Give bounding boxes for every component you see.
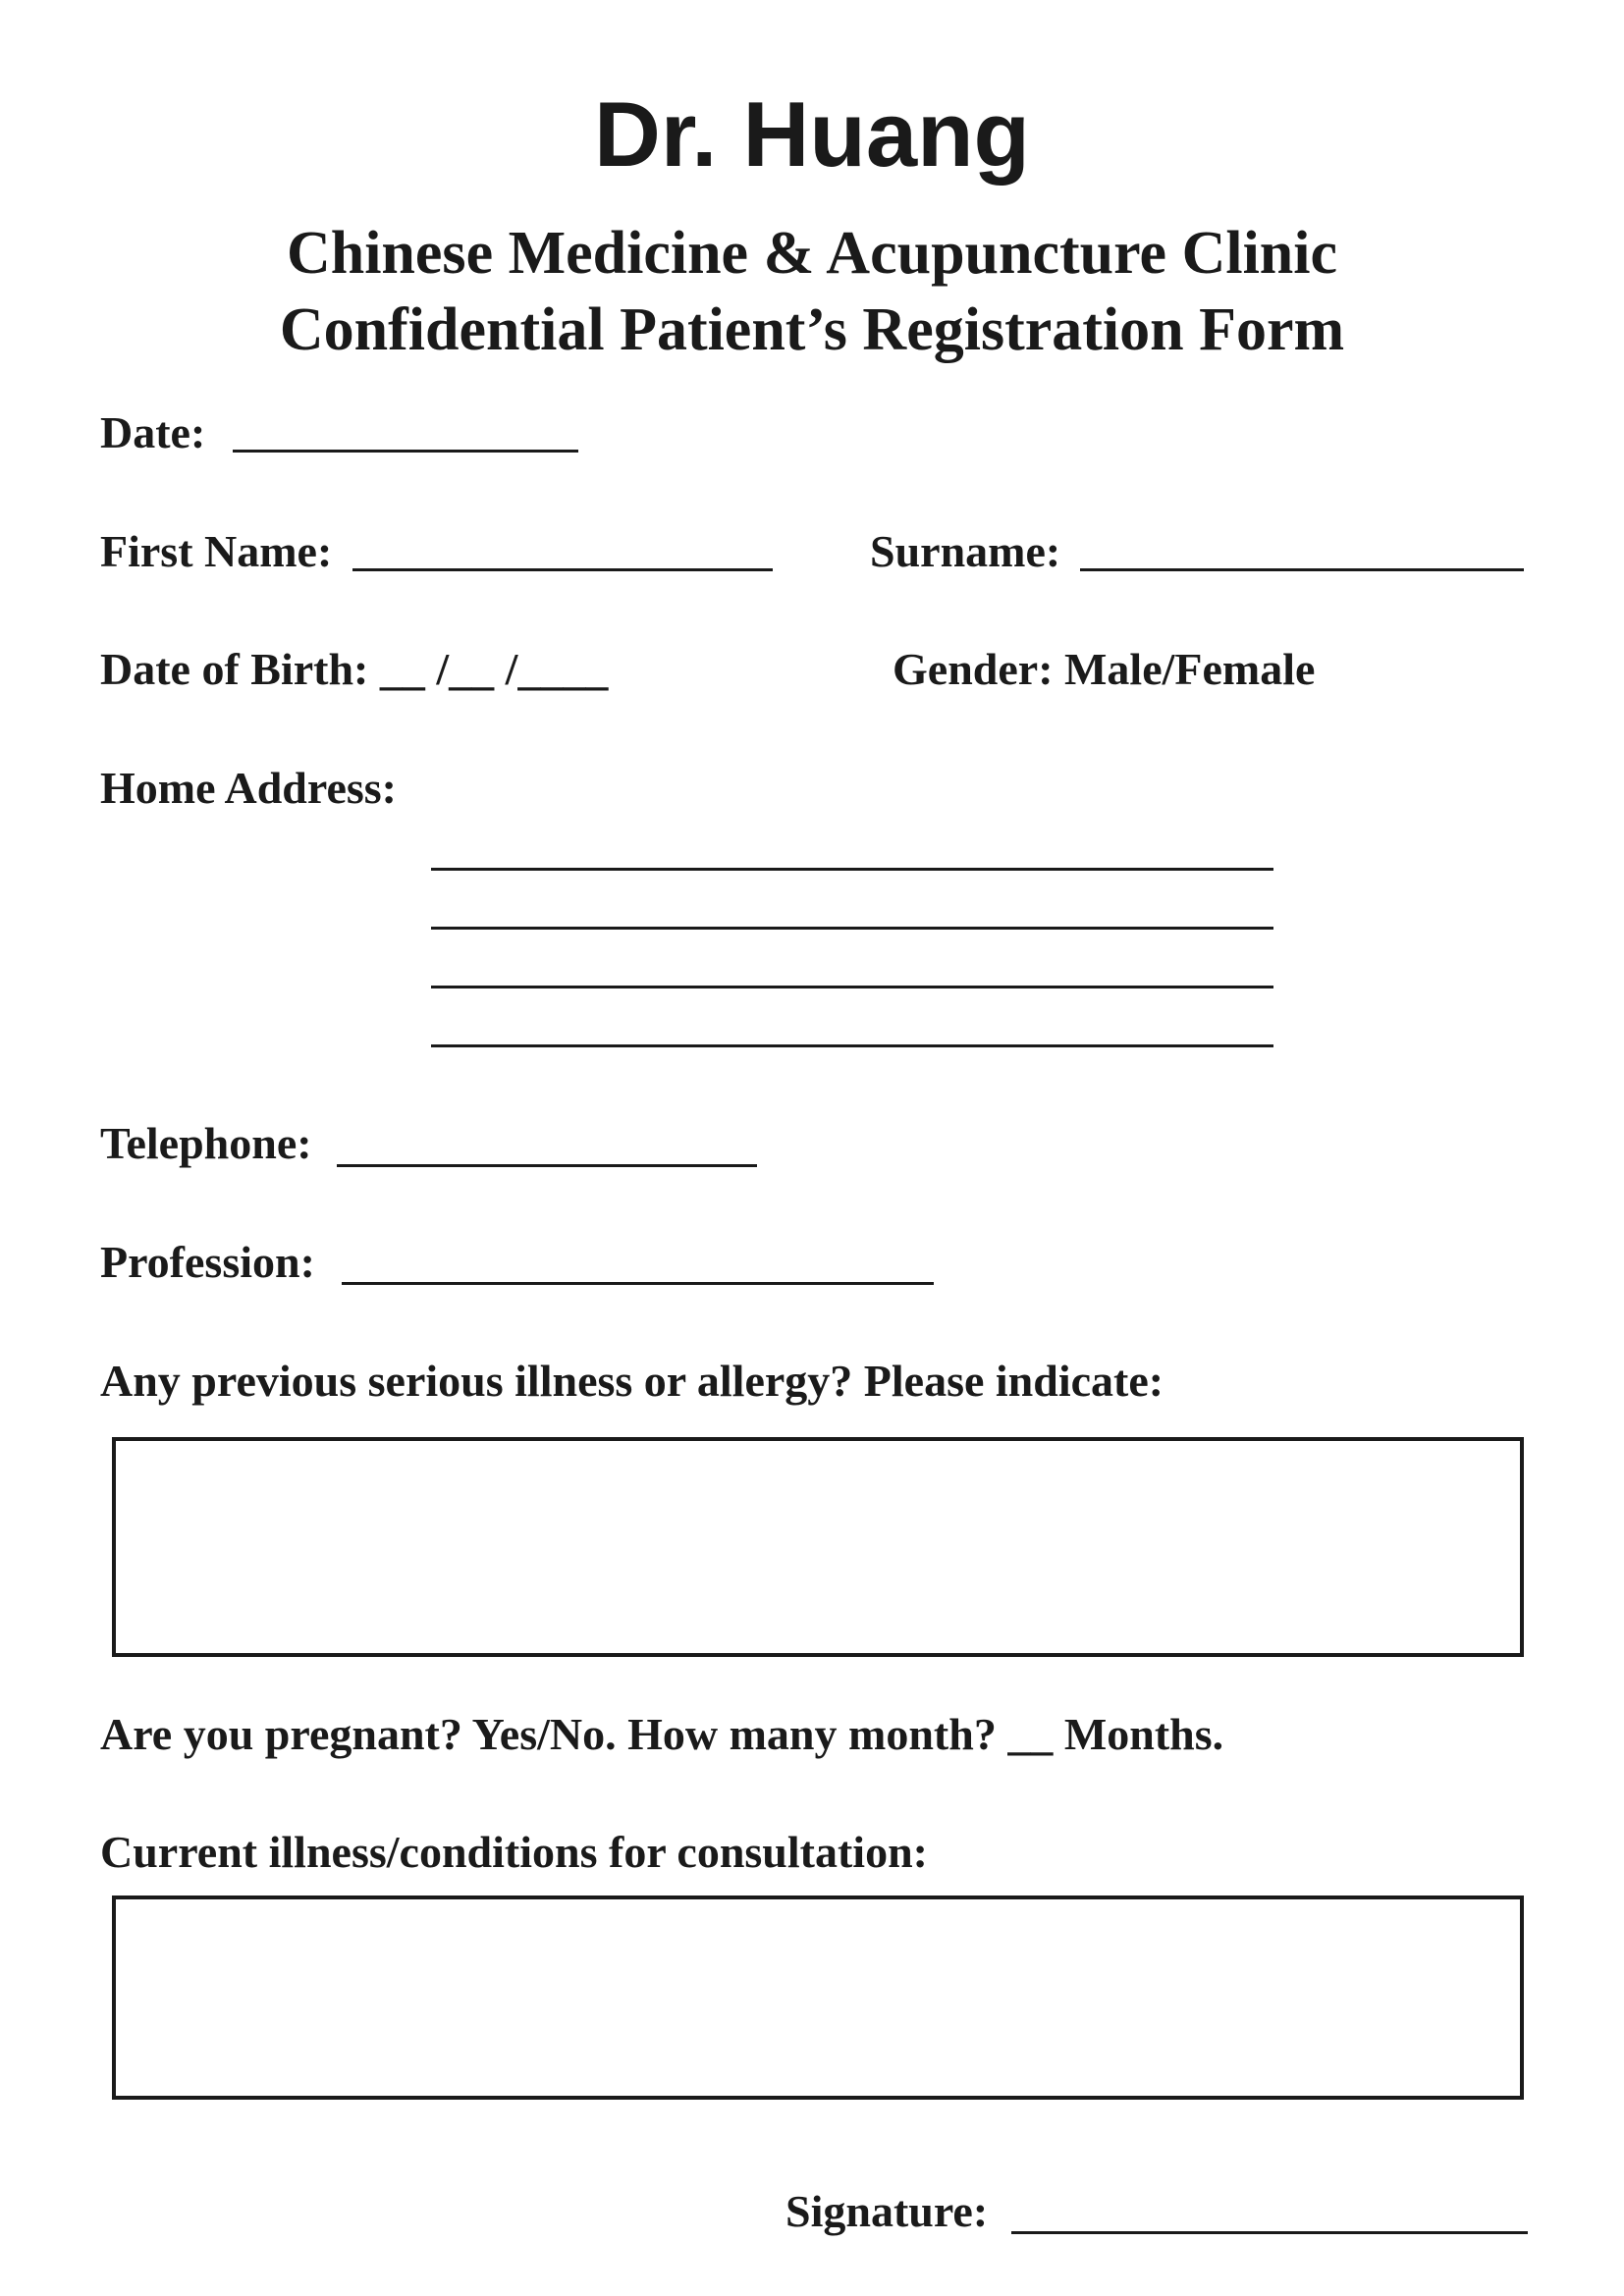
clinic-name-subtitle: Chinese Medicine & Acupuncture Clinic <box>286 220 1338 287</box>
home-address-label: Home Address: <box>100 763 397 813</box>
doctor-name-title: Dr. Huang <box>594 82 1030 186</box>
date-of-birth-label[interactable]: Date of Birth: __ /__ /____ <box>100 644 609 694</box>
current-conditions-label: Current illness/conditions for consultation: <box>100 1827 928 1877</box>
pregnant-question-label[interactable]: Are you pregnant? Yes/No. How many month? __ Months. <box>100 1709 1224 1759</box>
first-name-field[interactable] <box>352 568 773 571</box>
profession-label: Profession: <box>100 1237 315 1287</box>
address-line-2[interactable] <box>431 927 1273 930</box>
surname-label: Surname: <box>870 526 1061 576</box>
date-label: Date: <box>100 407 206 457</box>
illness-allergy-label: Any previous serious illness or allergy? Please indicate: <box>100 1356 1164 1406</box>
gender-label[interactable]: Gender: Male/Female <box>893 644 1316 694</box>
address-line-3[interactable] <box>431 986 1273 988</box>
form-name-subtitle: Confidential Patient’s Registration Form <box>279 296 1345 363</box>
address-line-4[interactable] <box>431 1044 1273 1047</box>
illness-allergy-textbox[interactable] <box>112 1437 1524 1657</box>
first-name-label: First Name: <box>100 526 333 576</box>
telephone-field[interactable] <box>337 1164 757 1167</box>
date-field[interactable] <box>233 450 578 453</box>
profession-field[interactable] <box>342 1282 934 1285</box>
signature-field[interactable] <box>1011 2231 1528 2234</box>
telephone-label: Telephone: <box>100 1118 312 1168</box>
current-conditions-textbox[interactable] <box>112 1896 1524 2100</box>
signature-label: Signature: <box>785 2186 989 2236</box>
address-line-1[interactable] <box>431 868 1273 871</box>
surname-field[interactable] <box>1080 568 1524 571</box>
